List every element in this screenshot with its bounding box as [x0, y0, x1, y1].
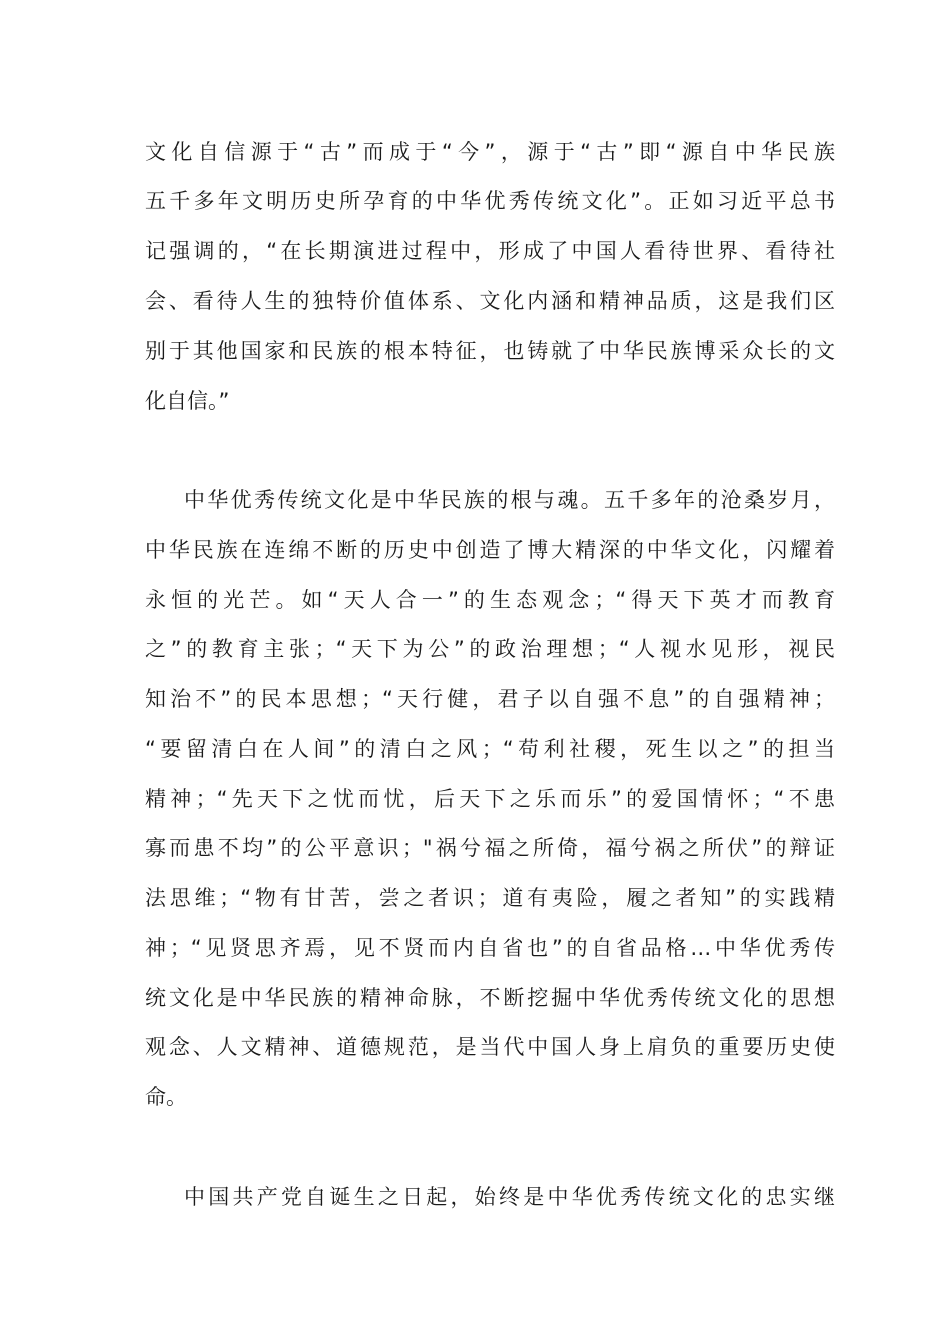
paragraph-line: 会、看待人生的独特价值体系、文化内涵和精神品质，这是我们区 — [145, 289, 835, 313]
paragraph-line: “要留清白在人间”的清白之风；“苟利社稷，死生以之”的担当 — [145, 737, 835, 761]
paragraph-line: 中国共产党自诞生之日起，始终是中华优秀传统文化的忠实继 — [184, 1185, 835, 1209]
paragraph-line: 别于其他国家和民族的根本特征，也铸就了中华民族博采众长的文 — [145, 339, 835, 363]
paragraph-line: 之”的教育主张；“天下为公”的政治理想；“人视水见形，视民 — [145, 637, 835, 661]
paragraph-line: 化自信。” — [145, 389, 230, 413]
paragraph-line: 寡而患不均”的公平意识；"祸兮福之所倚，福兮祸之所伏”的辩证 — [145, 836, 835, 860]
paragraph-line: 记强调的，“在长期演进过程中，形成了中国人看待世界、看待社 — [145, 239, 835, 263]
paragraph-line: 命。 — [145, 1085, 187, 1109]
paragraph-line: 观念、人文精神、道德规范，是当代中国人身上肩负的重要历史使 — [145, 1035, 835, 1059]
paragraph-line: 文化自信源于“古”而成于“今”，源于“古”即“源自中华民族 — [145, 140, 835, 164]
paragraph-line: 神；“见贤思齐焉，见不贤而内自省也”的自省品格…中华优秀传 — [145, 936, 835, 960]
paragraph-line: 知治不”的民本思想；“天行健，君子以自强不息”的自强精神； — [145, 687, 835, 711]
paragraph-line: 五千多年文明历史所孕育的中华优秀传统文化”。正如习近平总书 — [145, 189, 835, 213]
paragraph-line: 精神；“先天下之忧而忧，后天下之乐而乐”的爱国情怀；“不患 — [145, 787, 835, 811]
paragraph-line: 统文化是中华民族的精神命脉，不断挖掘中华优秀传统文化的思想 — [145, 986, 835, 1010]
paragraph-line: 中华优秀传统文化是中华民族的根与魂。五千多年的沧桑岁月， — [184, 488, 835, 512]
paragraph-line: 永恒的光芒。如“天人合一”的生态观念；“得天下英才而教育 — [145, 588, 835, 612]
paragraph-line: 法思维；“物有甘苦，尝之者识；道有夷险，履之者知”的实践精 — [145, 886, 835, 910]
paragraph-line: 中华民族在连绵不断的历史中创造了博大精深的中华文化，闪耀着 — [145, 538, 835, 562]
